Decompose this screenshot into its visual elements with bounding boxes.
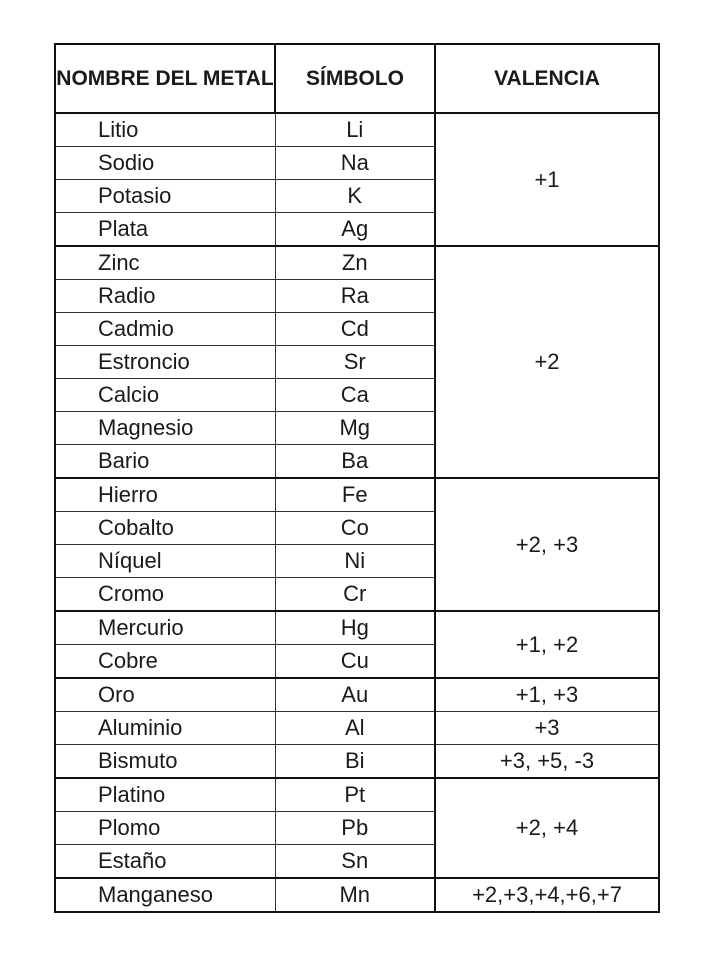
table-row [55,745,659,779]
metal-name: Plomo [55,812,275,845]
metal-symbol: Mg [275,412,435,445]
metal-symbol: K [275,180,435,213]
metal-symbol: Cu [275,645,435,679]
valence-cell: +1, +2 [435,611,659,678]
metal-name: Cadmio [55,313,275,346]
valence-cell: +2, +4 [435,778,659,878]
metal-symbol: Cr [275,578,435,612]
metal-symbol: Sn [275,845,435,879]
metal-symbol: Sr [275,346,435,379]
metal-name: Potasio [55,180,275,213]
metal-name: Cromo [55,578,275,612]
metal-symbol: Fe [275,478,435,512]
metal-name: Calcio [55,379,275,412]
table-row [55,246,659,280]
metal-symbol: Au [275,678,435,712]
table-row [55,113,659,147]
metal-name: Níquel [55,545,275,578]
metal-symbol: Pb [275,812,435,845]
metal-name: Platino [55,778,275,812]
metal-symbol: Al [275,712,435,745]
metals-valence-table [54,43,660,913]
metal-symbol: Li [275,113,435,147]
metal-symbol: Hg [275,611,435,645]
header-row [55,44,659,113]
metal-name: Bismuto [55,745,275,779]
table-row [55,712,659,745]
metal-name: Cobre [55,645,275,679]
metal-name: Aluminio [55,712,275,745]
metal-name: Magnesio [55,412,275,445]
metal-name: Oro [55,678,275,712]
header-valence: VALENCIA [435,44,659,113]
metal-symbol: Ni [275,545,435,578]
metal-name: Manganeso [55,878,275,912]
table-row [55,678,659,712]
table-row [55,611,659,645]
metal-symbol: Cd [275,313,435,346]
metal-symbol: Ra [275,280,435,313]
metal-symbol: Ag [275,213,435,247]
metal-name: Estroncio [55,346,275,379]
metal-name: Radio [55,280,275,313]
header-name: NOMBRE DEL METAL [55,44,275,113]
table-body [55,113,659,912]
table-row [55,478,659,512]
metal-symbol: Mn [275,878,435,912]
metal-name: Mercurio [55,611,275,645]
metal-name: Sodio [55,147,275,180]
valence-cell: +3 [435,712,659,745]
valence-cell: +1, +3 [435,678,659,712]
metal-name: Estaño [55,845,275,879]
valence-cell: +3, +5, -3 [435,745,659,779]
table-row [55,778,659,812]
metal-symbol: Ca [275,379,435,412]
valence-cell: +2, +3 [435,478,659,611]
metal-symbol: Bi [275,745,435,779]
valence-cell: +1 [435,113,659,246]
valence-cell: +2,+3,+4,+6,+7 [435,878,659,912]
metal-symbol: Zn [275,246,435,280]
metal-name: Litio [55,113,275,147]
metal-name: Bario [55,445,275,479]
metal-symbol: Ba [275,445,435,479]
metal-name: Plata [55,213,275,247]
header-symbol: SÍMBOLO [275,44,435,113]
metal-symbol: Co [275,512,435,545]
metal-name: Cobalto [55,512,275,545]
metal-symbol: Pt [275,778,435,812]
metal-symbol: Na [275,147,435,180]
metal-name: Hierro [55,478,275,512]
table-row [55,878,659,912]
valence-cell: +2 [435,246,659,478]
metal-name: Zinc [55,246,275,280]
